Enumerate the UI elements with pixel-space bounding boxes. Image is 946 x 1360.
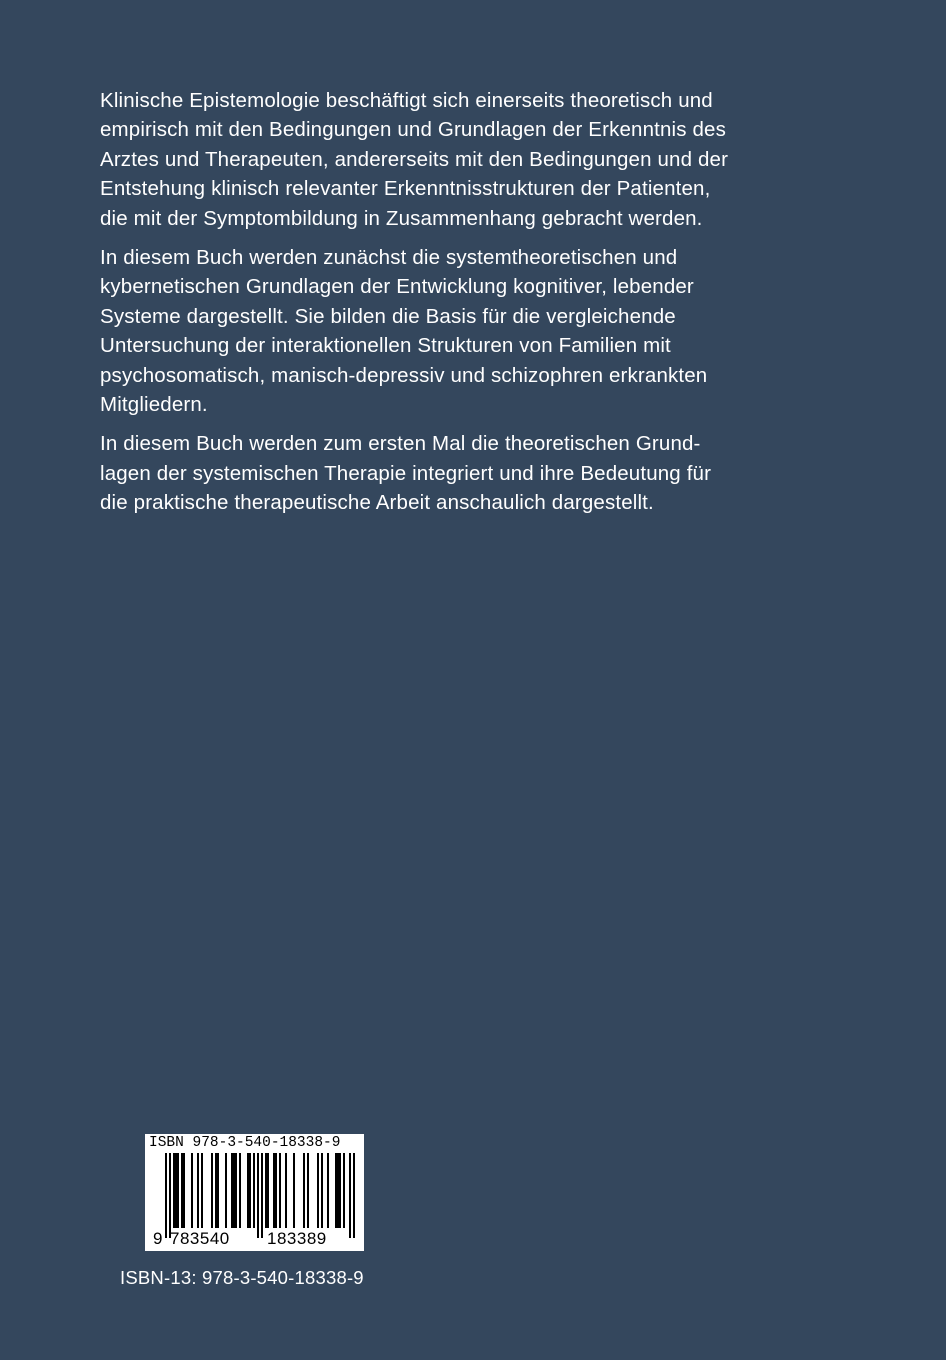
blurb-paragraph-2 — [100, 243, 820, 419]
barcode-bar — [261, 1153, 263, 1238]
isbn-13-label: ISBN-13: 978-3-540-18338-9 — [120, 1267, 364, 1288]
blurb-line: empirisch mit den Bedingungen und Grundlagen der Erkenntnis des — [100, 118, 726, 142]
barcode-bar — [279, 1153, 281, 1228]
barcode-bar — [215, 1153, 217, 1228]
barcode-bar — [307, 1153, 309, 1228]
barcode-bar — [353, 1153, 355, 1238]
blurb-paragraph-1 — [100, 86, 820, 233]
barcode-bar — [165, 1153, 167, 1238]
barcode-bar — [257, 1153, 259, 1238]
barcode-bar — [267, 1153, 269, 1228]
barcode-digit-first: 9 — [153, 1229, 163, 1248]
barcode-bar — [233, 1153, 235, 1228]
blurb-line: die praktische therapeutische Arbeit anschaulich dargestellt. — [100, 491, 654, 515]
barcode-bar — [303, 1153, 305, 1228]
blurb-line: Untersuchung der interaktionellen Strukturen von Familien mit — [100, 334, 671, 358]
barcode-bar — [321, 1153, 323, 1228]
back-cover-blurb — [100, 86, 820, 528]
barcode-bar — [175, 1153, 177, 1228]
barcode-bar — [339, 1153, 341, 1228]
barcode-bar — [265, 1153, 267, 1228]
barcode-bar — [235, 1153, 237, 1228]
blurb-line: Entstehung klinisch relevanter Erkenntnisstrukturen der Patienten, — [100, 177, 711, 201]
barcode-bar — [293, 1153, 295, 1228]
barcode-bar — [285, 1153, 287, 1228]
blurb-line: In diesem Buch werden zunächst die systemtheoretischen und — [100, 246, 678, 270]
barcode-bar — [275, 1153, 277, 1228]
blurb-line: lagen der systemischen Therapie integriert und ihre Bedeutung für — [100, 461, 712, 485]
barcode-bar — [273, 1153, 275, 1228]
blurb-paragraph-3 — [100, 429, 820, 517]
barcode-bar — [173, 1153, 175, 1228]
barcode-bar — [169, 1153, 171, 1238]
barcode-bar — [349, 1153, 351, 1238]
barcode-bar — [177, 1153, 179, 1228]
barcode-bar — [343, 1153, 345, 1228]
barcode-bar — [201, 1153, 203, 1228]
blurb-line: Klinische Epistemologie beschäftigt sich einerseits theoretisch und — [100, 89, 713, 112]
barcode-bar — [181, 1153, 183, 1228]
barcode-bar — [249, 1153, 251, 1228]
barcode-bar — [335, 1153, 337, 1228]
barcode-bar — [337, 1153, 339, 1228]
barcode-bar — [327, 1153, 329, 1228]
blurb-line: psychosomatisch, manisch-depressiv und schizophren erkrankten — [100, 363, 708, 387]
barcode-bar — [197, 1153, 199, 1228]
barcode-bar — [217, 1153, 219, 1228]
isbn-barcode — [145, 1134, 364, 1251]
barcode-bar — [239, 1153, 241, 1228]
barcode-digits-right: 183389 — [267, 1229, 327, 1248]
barcode-bar — [231, 1153, 233, 1228]
barcode-isbn-text: ISBN 978-3-540-18338-9 — [149, 1135, 341, 1151]
barcode-bar — [191, 1153, 193, 1228]
blurb-line: In diesem Buch werden zum ersten Mal die theoretischen Grund- — [100, 432, 701, 456]
barcode-bar — [253, 1153, 255, 1228]
blurb-line: Arztes und Therapeuten, andererseits mit den Bedingungen und der — [100, 147, 729, 171]
blurb-line: Systeme dargestellt. Sie bilden die Basis für die vergleichende — [100, 304, 676, 328]
barcode-bar — [317, 1153, 319, 1228]
barcode-digits-left: 783540 — [170, 1229, 230, 1248]
barcode-bar — [225, 1153, 227, 1228]
blurb-line: die mit der Symptombildung in Zusammenhang gebracht werden. — [100, 206, 703, 230]
barcode-bar — [183, 1153, 185, 1228]
blurb-line: kybernetischen Grundlagen der Entwicklung kognitiver, lebender — [100, 275, 694, 299]
barcode-bar — [211, 1153, 213, 1228]
blurb-line: Mitgliedern. — [100, 393, 208, 417]
barcode-bar — [247, 1153, 249, 1228]
